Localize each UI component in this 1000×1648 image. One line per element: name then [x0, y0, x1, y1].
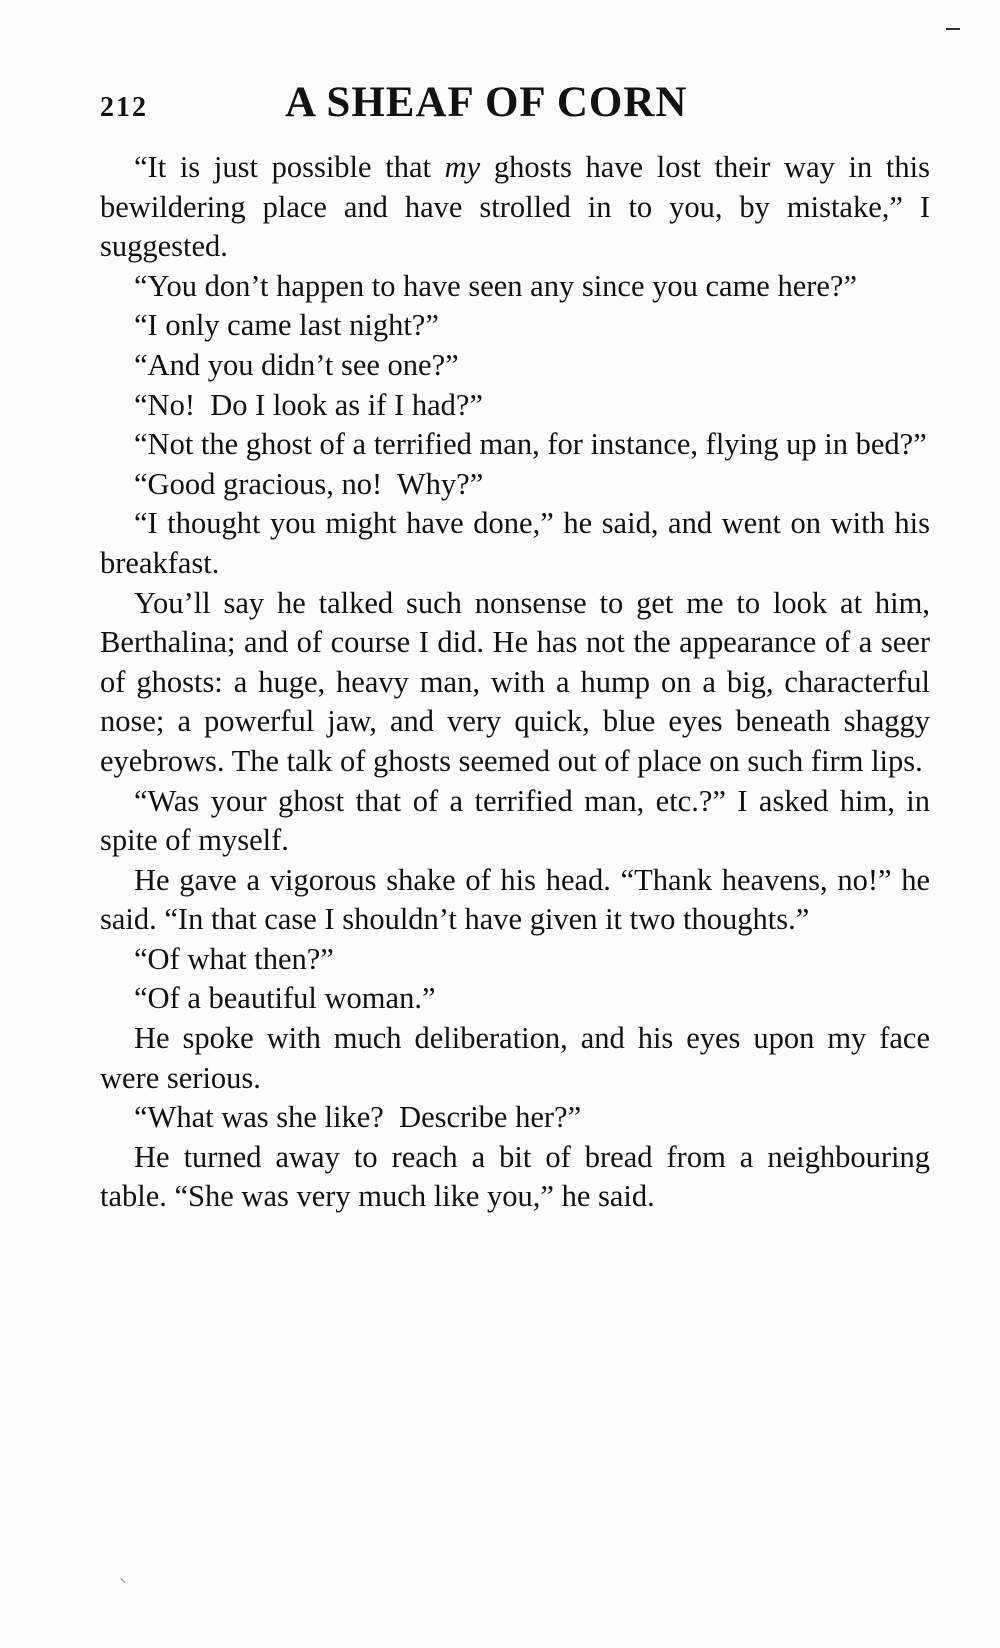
paragraph: “Good gracious, no! Why?” [134, 466, 484, 501]
paragraph: “What was she like? Describe her?” [134, 1100, 582, 1135]
paragraph: “No! Do I look as if I had?” [134, 387, 483, 422]
paragraph: “I only came last night?” [134, 308, 439, 343]
paragraph: “It is just possible that my ghosts have lost their way in this bewildering place and have strolled in to you, by mistake,” I suggested. [100, 150, 930, 264]
paragraph: He spoke with much deliberation, and his eyes upon my face were serious. [100, 1021, 930, 1095]
paragraph: “I thought you might have done,” he said, and went on with his breakfast. [100, 506, 930, 580]
body-text [100, 148, 930, 1217]
paragraph: “You don’t happen to have seen any since you came here?” [134, 268, 858, 303]
paragraph: “Was your ghost that of a terrified man, etc.?” I asked him, in spite of myself. [100, 783, 930, 858]
paragraph: “Of a beautiful woman.” [134, 981, 436, 1016]
page-header [100, 78, 930, 138]
paragraph: You’ll say he talked such nonsense to get me to look at him, Berthalina; and of course I did. He has not the appearance of a seer of ghosts: a huge, heavy man, with a hump on a big, characterful nose; a powerful jaw, and very quick, blue eyes beneath shaggy eyebrows. The talk of ghosts seemed out of place on such firm lips. [100, 585, 930, 778]
running-title: A SHEAF OF CORN [285, 79, 688, 126]
paragraph: “Not the ghost of a terrified man, for instance, flying up in bed?” [134, 427, 927, 462]
page-number: 212 [100, 92, 148, 123]
stray-mark [121, 1578, 126, 1583]
paragraph: He turned away to reach a bit of bread from a neighbouring table. “She was very much like you,” he said. [100, 1139, 930, 1214]
paragraph: He gave a vigorous shake of his head. “Thank heavens, no!” he said. “In that case I shouldn’t have given it two thoughts.” [100, 862, 930, 937]
paragraph: “Of what then?” [134, 941, 334, 976]
corner-mark [946, 28, 960, 30]
paragraph: “And you didn’t see one?” [134, 347, 459, 382]
